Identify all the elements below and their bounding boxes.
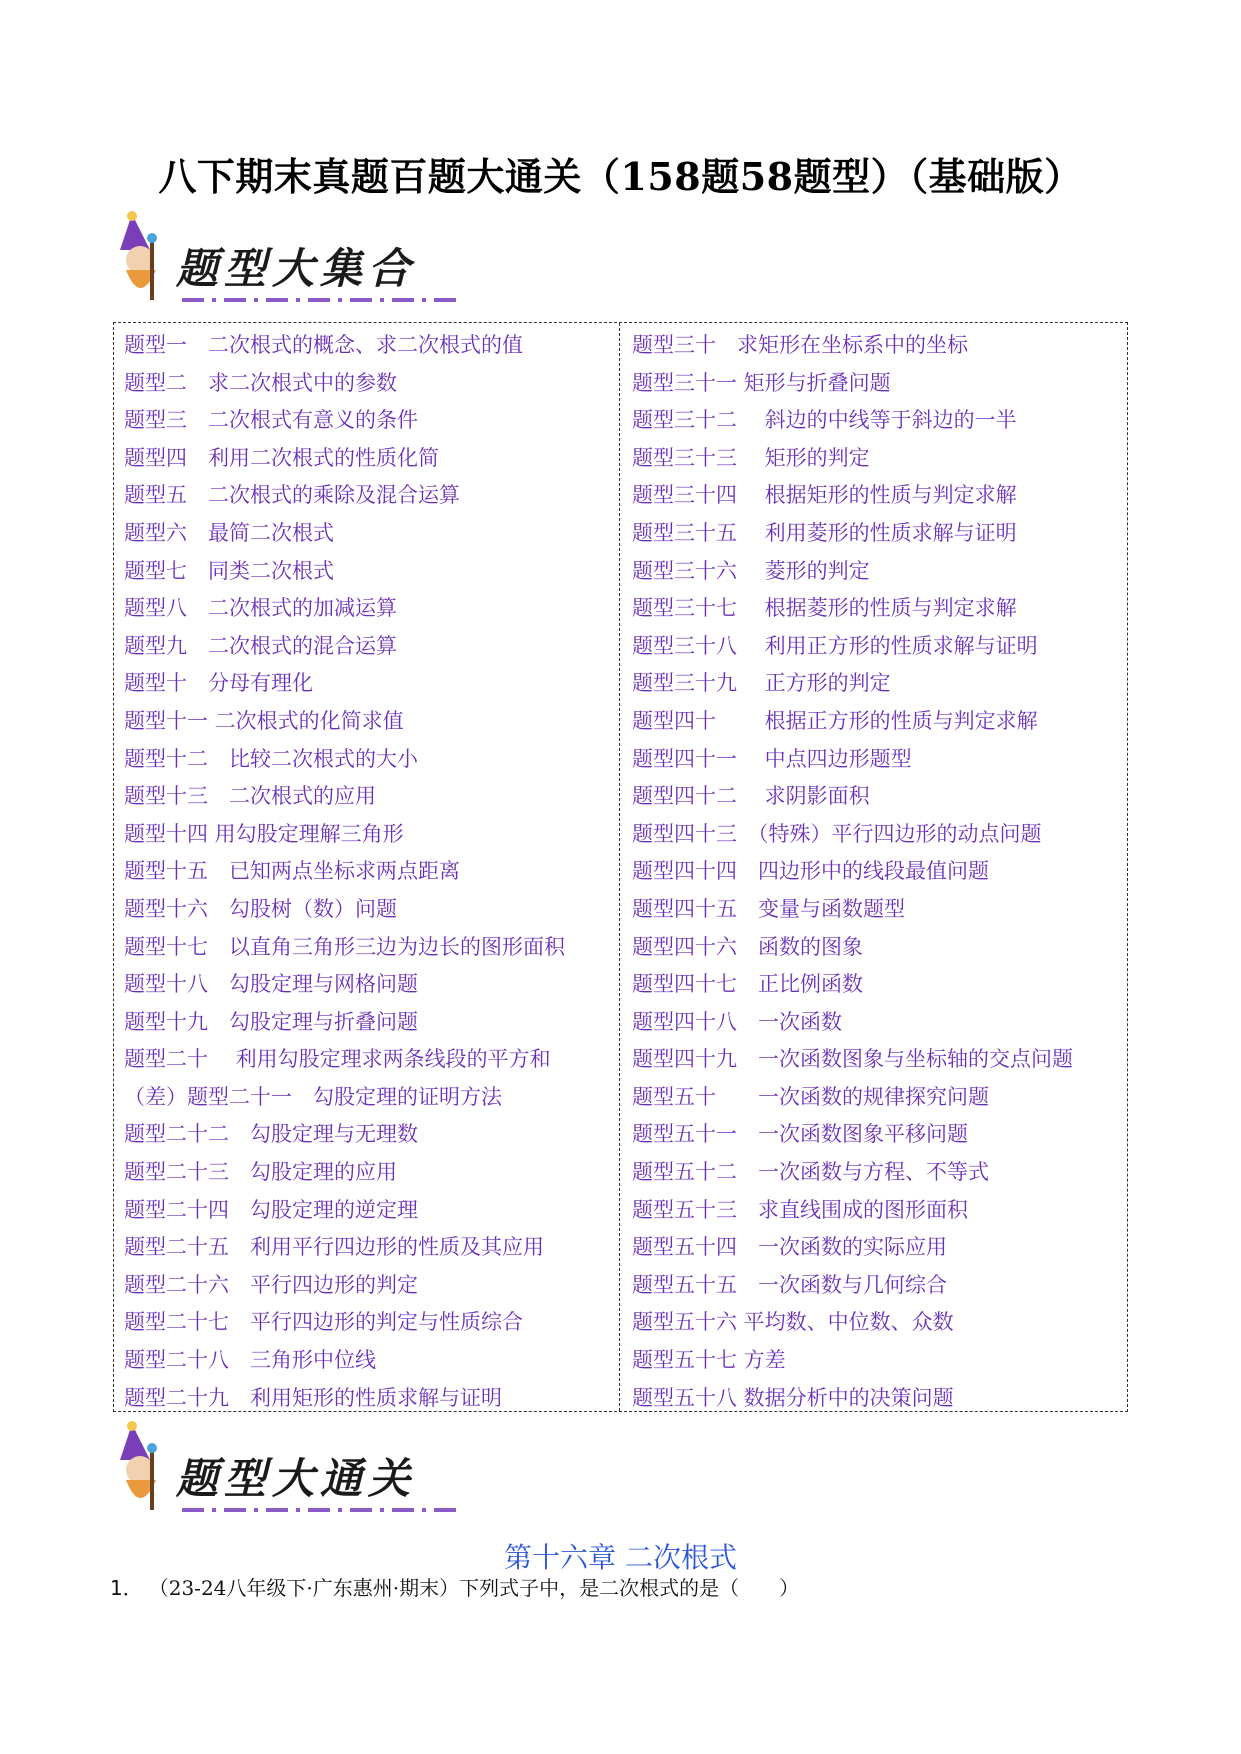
toc-item[interactable]: 题型七 同类二次根式 [124,558,334,583]
toc-item[interactable]: 题型十四 用勾股定理解三角形 [124,821,404,846]
toc-item[interactable]: 题型五十二 一次函数与方程、不等式 [632,1160,989,1185]
toc-item[interactable]: 题型十二 比较二次根式的大小 [124,746,418,771]
toc-item[interactable]: 题型三十五 利用菱形的性质求解与证明 [632,520,1017,545]
question-text: （23-24八年级下·广东惠州·期末）下列式子中，是二次根式的是（ ） [158,1576,800,1600]
toc-item[interactable]: 题型二十二 勾股定理与无理数 [124,1122,418,1147]
toc-item[interactable]: 题型四十六 函数的图象 [632,934,863,959]
toc-item[interactable]: 题型四 利用二次根式的性质化简 [124,445,439,470]
toc-item[interactable]: 题型五十三 求直线围成的图形面积 [632,1197,968,1222]
toc-item[interactable]: 题型五十七 方差 [632,1348,786,1373]
toc-item[interactable]: 题型八 二次根式的加减运算 [124,596,397,621]
toc-item[interactable]: 题型五十五 一次函数与几何综合 [632,1272,947,1297]
toc-item[interactable]: 题型二十八 三角形中位线 [124,1348,376,1373]
collection-banner-title: 题型大集合 [176,244,417,293]
chapter-heading: 第十六章 二次根式 [504,1541,737,1574]
toc-item[interactable]: 题型三 二次根式有意义的条件 [124,408,418,433]
wizard-icon [110,210,174,310]
toc-item[interactable]: 题型二十七 平行四边形的判定与性质综合 [124,1310,523,1335]
toc-item[interactable]: 题型三十八 利用正方形的性质求解与证明 [632,633,1038,658]
toc-item[interactable]: 题型四十一 中点四边形题型 [632,746,912,771]
toc-item[interactable]: 题型二十九 利用矩形的性质求解与证明 [124,1385,502,1410]
toc-item[interactable]: （差）题型二十一 勾股定理的证明方法 [124,1084,502,1109]
toc-item[interactable]: 题型十九 勾股定理与折叠问题 [124,1009,418,1034]
toc-item[interactable]: 题型三十二 斜边的中线等于斜边的一半 [632,408,1017,433]
toc-item[interactable]: 题型四十四 四边形中的线段最值问题 [632,859,989,884]
toc-item[interactable]: 题型四十五 变量与函数题型 [632,896,905,921]
toc-left-column [124,327,619,1417]
question-1 [110,1572,799,1601]
toc-item[interactable]: 题型四十三 （特殊）平行四边形的动点问题 [632,821,1042,846]
toc-item[interactable]: 题型五十八 数据分析中的决策问题 [632,1385,954,1410]
toc-item[interactable]: 题型三十七 根据菱形的性质与判定求解 [632,596,1017,621]
toc-item[interactable]: 题型十五 已知两点坐标求两点距离 [124,859,460,884]
toc-item[interactable]: 题型二十三 勾股定理的应用 [124,1160,397,1185]
banner-underline [182,296,462,304]
toc-item[interactable]: 题型十三 二次根式的应用 [124,784,376,809]
toc-item[interactable]: 题型五 二次根式的乘除及混合运算 [124,483,460,508]
toc-item[interactable]: 题型六 最简二次根式 [124,520,334,545]
pass-banner-title: 题型大通关 [176,1454,417,1503]
toc-item[interactable]: 题型五十一 一次函数图象平移问题 [632,1122,968,1147]
toc-item[interactable]: 题型十八 勾股定理与网格问题 [124,972,418,997]
wizard-icon [110,1420,174,1520]
toc-item[interactable]: 题型三十四 根据矩形的性质与判定求解 [632,483,1017,508]
page-title: 八下期末真题百题大通关（158题58题型）（基础版） [158,154,1083,199]
toc-item[interactable]: 题型二 求二次根式中的参数 [124,370,397,395]
toc-item[interactable]: 题型三十三 矩形的判定 [632,445,870,470]
toc-item[interactable]: 题型三十一 矩形与折叠问题 [632,370,891,395]
toc-box [113,322,1128,1412]
toc-item[interactable]: 题型四十二 求阴影面积 [632,784,870,809]
collection-banner [110,210,470,315]
question-number: 1． [110,1576,143,1600]
toc-item[interactable]: 题型四十九 一次函数图象与坐标轴的交点问题 [632,1047,1073,1072]
toc-item[interactable]: 题型四十七 正比例函数 [632,972,863,997]
toc-item[interactable]: 题型三十六 菱形的判定 [632,558,870,583]
toc-item[interactable]: 题型四十八 一次函数 [632,1009,842,1034]
toc-divider [619,323,620,1411]
toc-item[interactable]: 题型五十六 平均数、中位数、众数 [632,1310,954,1335]
toc-item[interactable]: 题型九 二次根式的混合运算 [124,633,397,658]
toc-item[interactable]: 题型十一 二次根式的化简求值 [124,708,404,733]
pass-banner [110,1420,470,1525]
toc-item[interactable]: 题型五十四 一次函数的实际应用 [632,1235,947,1260]
toc-item[interactable]: 题型十 分母有理化 [124,671,313,696]
toc-item[interactable]: 题型三十九 正方形的判定 [632,671,891,696]
toc-item[interactable]: 题型五十 一次函数的规律探究问题 [632,1084,989,1109]
toc-item[interactable]: 题型十六 勾股树（数）问题 [124,896,397,921]
toc-item[interactable]: 题型二十六 平行四边形的判定 [124,1272,418,1297]
banner-underline [182,1506,462,1514]
toc-item[interactable]: 题型二十五 利用平行四边形的性质及其应用 [124,1235,544,1260]
toc-item[interactable]: 题型三十 求矩形在坐标系中的坐标 [632,333,968,357]
toc-item[interactable]: 题型一 二次根式的概念、求二次根式的值 [124,333,523,357]
toc-item[interactable]: 题型四十 根据正方形的性质与判定求解 [632,708,1038,733]
toc-item[interactable]: 题型二十 利用勾股定理求两条线段的平方和 [124,1047,551,1072]
toc-item[interactable]: 题型十七 以直角三角形三边为边长的图形面积 [124,934,565,959]
toc-item[interactable]: 题型二十四 勾股定理的逆定理 [124,1197,418,1222]
toc-right-column [632,327,1122,1417]
